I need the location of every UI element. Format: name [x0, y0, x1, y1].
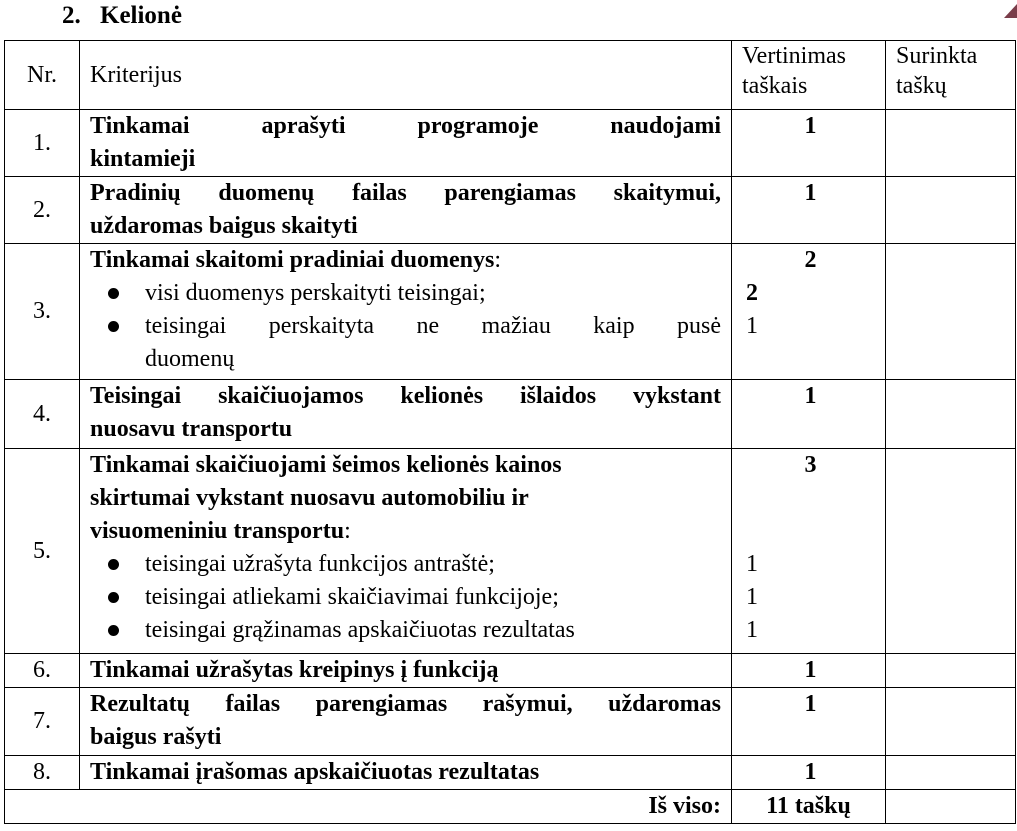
- criterion-text: Pradinių duomenų failas parengiamas skaitymui, uždaromas baigus skaityti: [80, 177, 732, 244]
- table-row: [5, 756, 1016, 790]
- bullet-icon: [108, 321, 119, 332]
- collected-points-cell: [886, 380, 1016, 449]
- total-row: [5, 790, 1016, 824]
- bullet-icon: [108, 288, 119, 299]
- collected-points-cell: [886, 177, 1016, 244]
- table-row: [5, 654, 1016, 688]
- total-label: Iš viso:: [5, 790, 732, 824]
- collected-points-cell: [886, 756, 1016, 790]
- points-cell: 3 1 1 1: [732, 449, 886, 654]
- row-number: 6.: [5, 654, 80, 688]
- bullet-icon: [108, 559, 119, 570]
- row-number: 8.: [5, 756, 80, 790]
- collected-points-cell: [886, 244, 1016, 380]
- row-number: 3.: [5, 244, 80, 380]
- bullet-icon: [108, 592, 119, 603]
- list-item: teisingai perskaityta ne mažiau kaip pusė duomenų: [90, 310, 721, 376]
- criterion-text: Tinkamai įrašomas apskaičiuotas rezultatas: [80, 756, 732, 790]
- criterion-text: Rezultatų failas parengiamas rašymui, uždaromas baigus rašyti: [80, 688, 732, 756]
- criterion-text: Tinkamai užrašytas kreipinys į funkciją: [80, 654, 732, 688]
- table-row: [5, 449, 1016, 654]
- criterion-text: Tinkamai aprašyti programoje naudojami kintamieji: [80, 110, 732, 177]
- criteria-table: [4, 40, 1016, 824]
- table-row: [5, 177, 1016, 244]
- section-heading: [62, 1, 182, 31]
- table-row: [5, 688, 1016, 756]
- points-cell: 1: [732, 688, 886, 756]
- collected-points-cell: [886, 449, 1016, 654]
- row-number: 1.: [5, 110, 80, 177]
- total-value: 11 taškų: [732, 790, 886, 824]
- list-item: visi duomenys perskaityti teisingai;: [90, 277, 721, 310]
- points-cell: 1: [732, 756, 886, 790]
- row-number: 4.: [5, 380, 80, 449]
- points-cell: 1: [732, 380, 886, 449]
- points-cell: 1: [732, 654, 886, 688]
- collected-points-cell: [886, 688, 1016, 756]
- header-vertinimas: Vertinimas taškais: [732, 41, 886, 110]
- points-cell: 1: [732, 177, 886, 244]
- list-item: teisingai atliekami skaičiavimai funkcijoje;: [90, 581, 721, 614]
- header-kriterijus: Kriterijus: [80, 41, 732, 110]
- table-row: [5, 244, 1016, 380]
- header-surinkta: Surinkta taškų: [886, 41, 1016, 110]
- section-title: Kelionė: [100, 2, 182, 29]
- collected-points-cell: [886, 110, 1016, 177]
- criterion-text: Tinkamai skaičiuojami šeimos kelionės kainos skirtumai vykstant nuosavu automobiliu ir visuomeniniu transportu: teisingai užrašyta funkcijos antraštė; teisingai atliekami skaičiavimai funkcijoje; teisingai grąžinamas apskaičiuotas rezultatas: [80, 449, 732, 654]
- corner-triangle-icon: [1001, 4, 1017, 20]
- row-number: 7.: [5, 688, 80, 756]
- row-number: 5.: [5, 449, 80, 654]
- criterion-text: Teisingai skaičiuojamos kelionės išlaidos vykstant nuosavu transportu: [80, 380, 732, 449]
- header-row: [5, 41, 1016, 110]
- section-number: 2.: [62, 2, 81, 29]
- bullet-icon: [108, 625, 119, 636]
- criterion-text: Tinkamai skaitomi pradiniai duomenys: visi duomenys perskaityti teisingai; teisingai perskaityta ne mažiau kaip pusė duomenų: [80, 244, 732, 380]
- points-cell: 2 2 1: [732, 244, 886, 380]
- row-number: 2.: [5, 177, 80, 244]
- header-nr: Nr.: [5, 41, 80, 110]
- points-cell: 1: [732, 110, 886, 177]
- list-item: teisingai grąžinamas apskaičiuotas rezultatas: [90, 614, 721, 647]
- list-item: teisingai užrašyta funkcijos antraštė;: [90, 548, 721, 581]
- table-row: [5, 380, 1016, 449]
- total-collected-cell: [886, 790, 1016, 824]
- table-row: [5, 110, 1016, 177]
- collected-points-cell: [886, 654, 1016, 688]
